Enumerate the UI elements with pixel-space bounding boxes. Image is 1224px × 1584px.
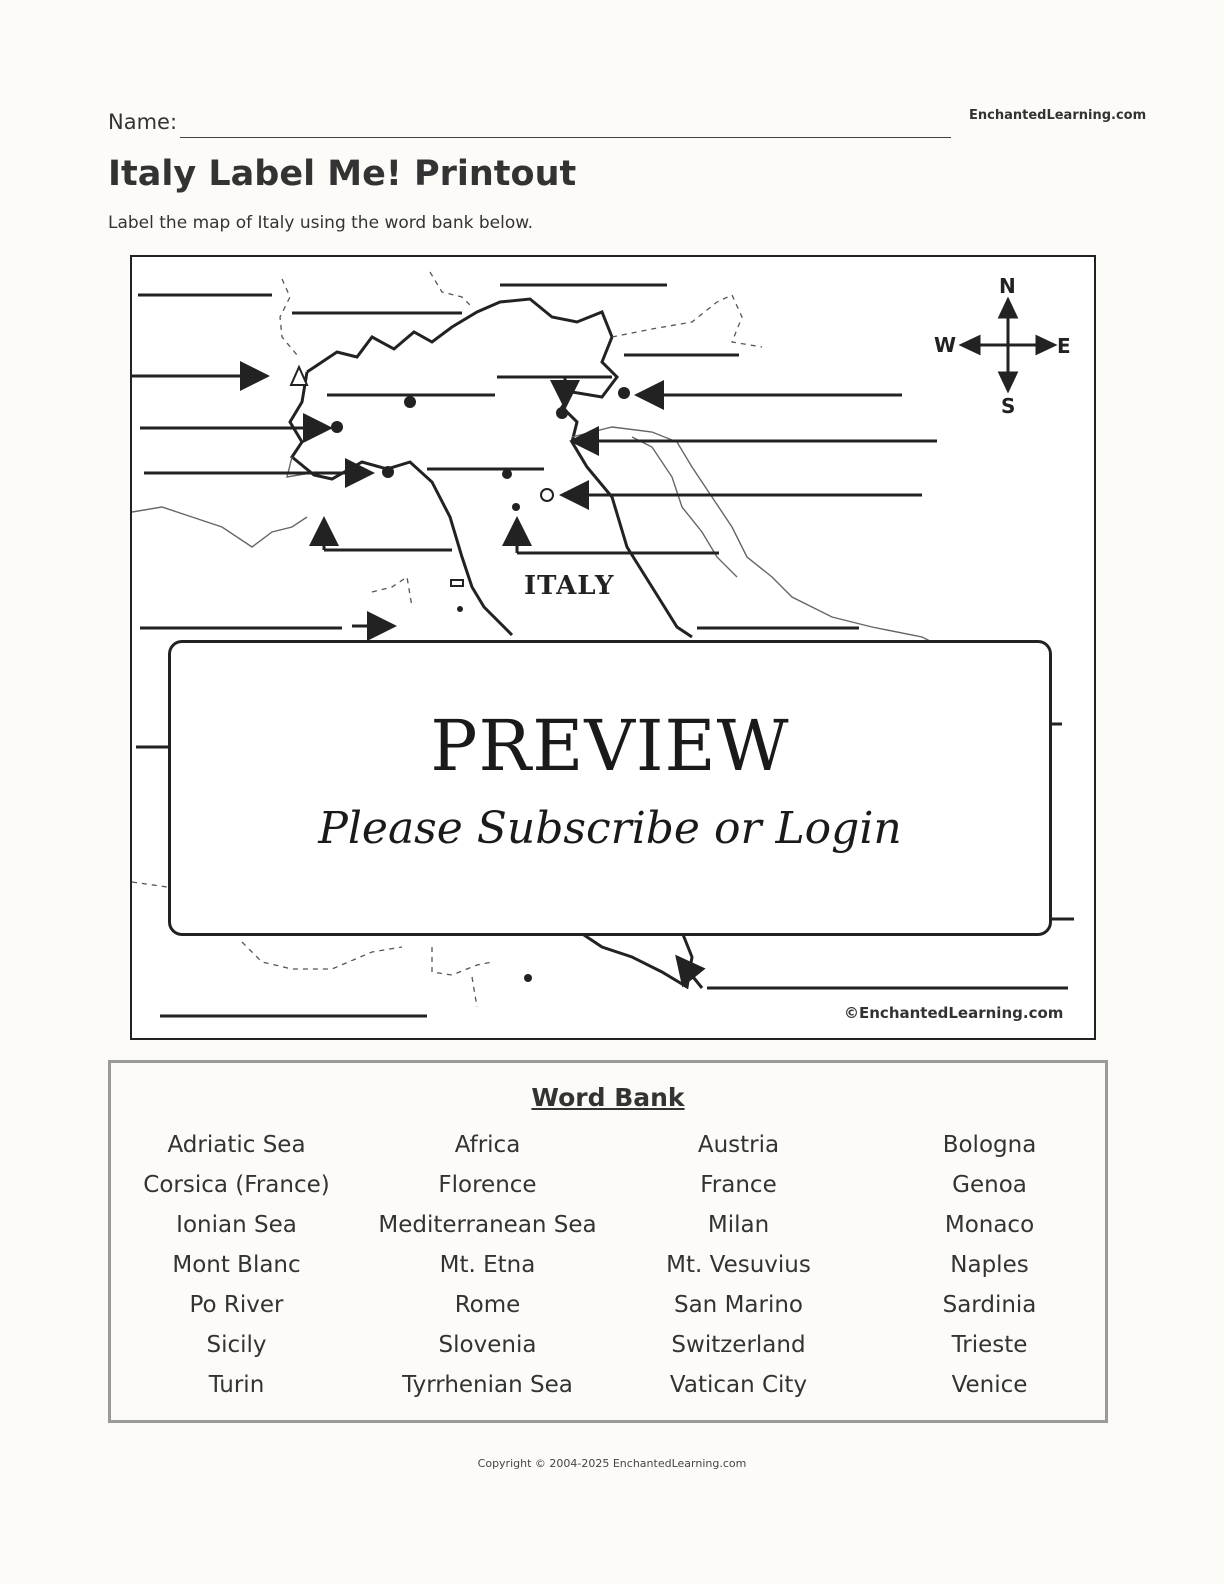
site-logo[interactable]: EnchantedLearning.com [969, 108, 1147, 123]
compass-north: N [999, 274, 1016, 298]
page-title: Italy Label Me! Printout [108, 154, 577, 194]
copyright-footer: Copyright © 2004-2025 EnchantedLearning.com [477, 1457, 747, 1470]
word-bank-item: Florence [438, 1172, 537, 1198]
word-bank-item: Switzerland [671, 1332, 806, 1358]
word-bank-item: Mt. Vesuvius [666, 1252, 811, 1278]
word-bank-item: Vatican City [669, 1372, 808, 1398]
name-label: Name: [108, 110, 178, 134]
compass-west: W [934, 333, 957, 357]
word-bank-item: Mediterranean Sea [378, 1212, 597, 1238]
word-bank-item: Slovenia [438, 1332, 537, 1358]
word-bank-item: Sicily [206, 1332, 267, 1358]
word-bank-item: Africa [454, 1132, 521, 1158]
preview-title: PREVIEW [430, 705, 790, 787]
word-bank-item: Trieste [951, 1332, 1028, 1358]
name-field-line[interactable] [180, 137, 951, 138]
word-bank-item: Monaco [944, 1212, 1035, 1238]
word-bank [108, 1060, 1108, 1423]
word-bank-item: Ionian Sea [176, 1212, 297, 1238]
word-bank-item: Rome [454, 1292, 521, 1318]
subscribe-login-prompt[interactable]: Please Subscribe or Login [318, 803, 902, 854]
word-bank-item: France [700, 1172, 777, 1198]
word-bank-item: Po River [189, 1292, 284, 1318]
italy-map [130, 255, 1096, 1040]
word-bank-item: Tyrrhenian Sea [402, 1372, 573, 1398]
compass-south: S [1001, 394, 1016, 418]
word-bank-item: Turin [208, 1372, 265, 1398]
word-bank-item: Naples [950, 1252, 1029, 1278]
word-bank-item: Mont Blanc [172, 1252, 301, 1278]
preview-overlay[interactable] [168, 640, 1052, 936]
compass-east: E [1057, 334, 1071, 358]
word-bank-item: Corsica (France) [143, 1172, 330, 1198]
word-bank-item: San Marino [673, 1292, 803, 1318]
word-bank-item: Mt. Etna [439, 1252, 536, 1278]
word-bank-item: Adriatic Sea [167, 1132, 306, 1158]
word-bank-item: Austria [697, 1132, 780, 1158]
map-credit: ©EnchantedLearning.com [844, 1004, 1064, 1022]
italy-map-label: ITALY [524, 571, 615, 601]
word-bank-item: Bologna [942, 1132, 1037, 1158]
word-bank-item: Milan [707, 1212, 770, 1238]
word-bank-item: Venice [951, 1372, 1028, 1398]
word-bank-title: Word Bank [531, 1083, 685, 1112]
word-bank-item: Genoa [952, 1172, 1027, 1198]
word-bank-item: Sardinia [942, 1292, 1037, 1318]
word-bank-grid [111, 1125, 1111, 1405]
instructions: Label the map of Italy using the word bank below. [108, 213, 533, 233]
